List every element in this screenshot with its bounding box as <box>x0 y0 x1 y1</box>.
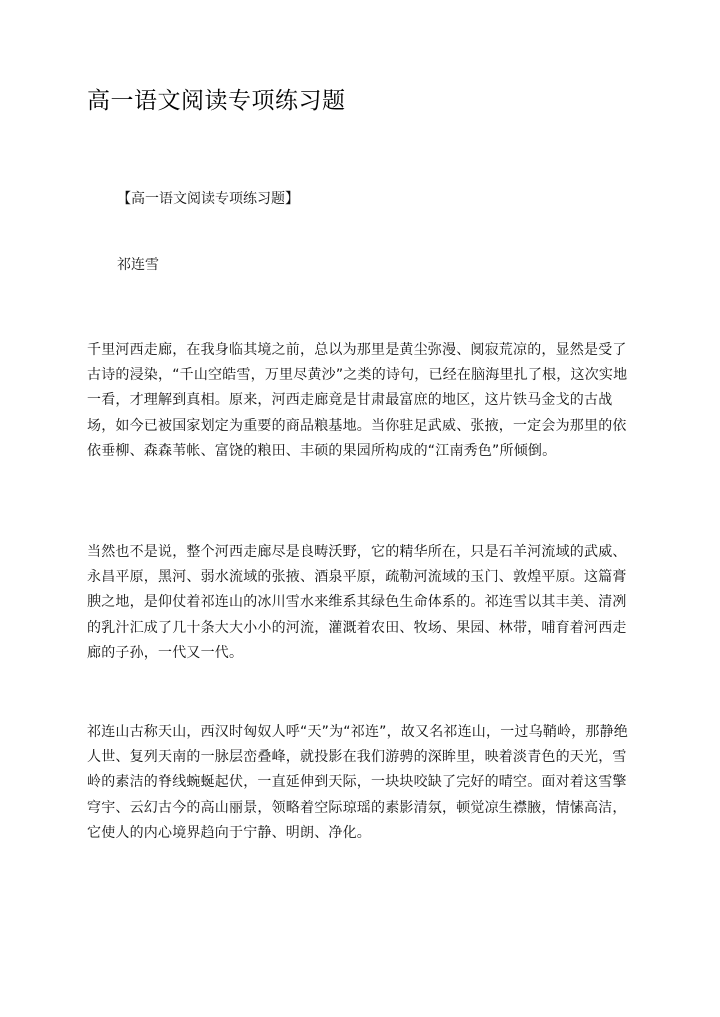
page-title: 高一语文阅读专项练习题 <box>87 88 346 114</box>
paragraph-3: 祁连山古称天山，西汉时匈奴人呼“天”为“祁连”，故又名祁连山，一过乌鞘岭，那静绝人世、复列天南的一脉层峦叠峰，就投影在我们游骋的深眸里，映着淡青色的天光，雪岭的素洁的脊线蜿蜒起伏，一直延伸到天际，一块块咬缺了完好的晴空。面对着这雪擎穹宇、云幻古今的高山丽景，领略着空际琼瑶的素影清氛，顿觉凉生襟腋，情愫高洁，它使人的内心境界趋向于宁静、明朗、净化。 <box>87 724 629 841</box>
section-heading: 祁连雪 <box>117 257 159 273</box>
document-subtitle: 【高一语文阅读专项练习题】 <box>117 191 299 207</box>
paragraph-1: 千里河西走廊，在我身临其境之前，总以为那里是黄尘弥漫、阒寂荒凉的，显然是受了古诗的浸染，“千山空皓雪，万里尽黄沙”之类的诗句，已经在脑海里扎了根，这次实地一看，才理解到真相。原来，河西走廊竟是甘肃最富庶的地区，这片铁马金戈的古战场，如今已被国家划定为重要的商品粮基地。当你驻足武威、张掖，一定会为那里的依依垂柳、森森苇帐、富饶的粮田、丰硕的果园所构成的“江南秀色”所倾倒。 <box>87 342 628 459</box>
paragraph-2: 当然也不是说，整个河西走廊尽是良畴沃野，它的精华所在，只是石羊河流域的武威、永昌平原，黑河、弱水流域的张掖、酒泉平原，疏勒河流域的玉门、敦煌平原。这篇膏腴之地，是仰仗着祁连山的冰川雪水来维系其绿色生命体系的。祁连雪以其丰美、清冽的乳汁汇成了几十条大大小小的河流，灌溉着农田、牧场、果园、林带，哺育着河西走廊的子孙，一代又一代。 <box>87 544 627 661</box>
